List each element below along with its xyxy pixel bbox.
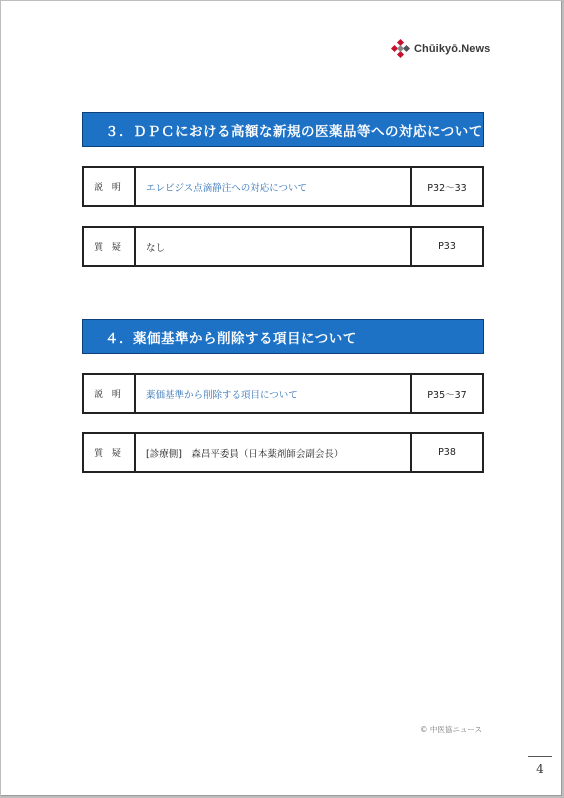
row-content: [診療側] 森昌平委員（日本薬剤師会副会長） (146, 448, 344, 460)
row-content: なし (146, 242, 166, 254)
brand-logo (391, 39, 490, 59)
logo-diamond-icon (391, 39, 411, 59)
row-page-ref: P35〜37 (410, 375, 482, 412)
row-page-ref: P38 (410, 434, 482, 471)
row-label: 質 疑 (84, 434, 136, 471)
row-label: 説 明 (84, 168, 136, 205)
row-content-link[interactable]: エレビジス点滴静注への対応について (146, 182, 308, 194)
section-heading: ３．ＤＰＣにおける高額な新規の医薬品等への対応について (82, 112, 484, 147)
row-page-ref: P32〜33 (410, 168, 482, 205)
table-row (82, 432, 484, 473)
brand-name: Chūikyō.News (414, 43, 491, 55)
row-page-ref: P33 (410, 228, 482, 265)
page-number: 4 (536, 762, 544, 776)
row-label: 質 疑 (84, 228, 136, 265)
table-row (82, 226, 484, 267)
page-number-rule (528, 756, 552, 757)
row-content-link[interactable]: 薬価基準から削除する項目について (146, 389, 298, 401)
section-heading: ４．薬価基準から削除する項目について (82, 319, 484, 354)
copyright-notice: © 中医協ニュース (420, 725, 483, 734)
table-row (82, 166, 484, 207)
document-page (1, 1, 562, 796)
table-row (82, 373, 484, 414)
row-label: 説 明 (84, 375, 136, 412)
